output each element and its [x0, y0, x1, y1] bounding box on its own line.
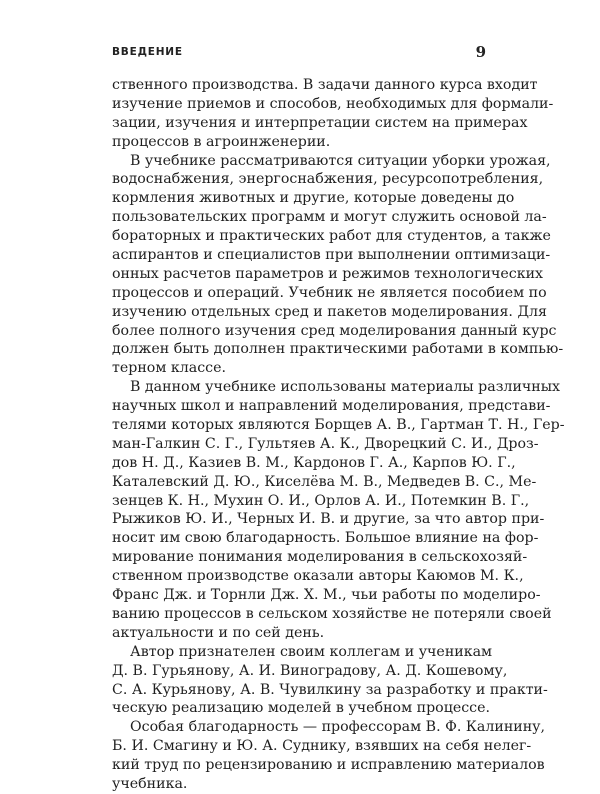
- text-line: Д. В. Гурьянову, А. И. Виноградову, А. Д. Кошевому,: [112, 662, 508, 679]
- section-title: ВВЕДЕНИЕ: [112, 46, 183, 58]
- text-line: пользовательских программ и могут служить основой ла-: [112, 209, 547, 226]
- text-line: ман-Галкин С. Г., Гультяев А. К., Дворецкий С. И., Дроз-: [112, 435, 539, 452]
- text-line: ственного производства. В задачи данного курса входит: [112, 77, 538, 93]
- text-line: Рыжиков Ю. И., Черных И. В. и другие, за что автор при-: [112, 511, 545, 528]
- text-line: зации, изучения и интерпретации систем на примерах: [112, 114, 528, 131]
- page-number: 9: [475, 43, 486, 61]
- text-line: более полного изучения сред моделирования данный курс: [112, 322, 557, 339]
- text-line: зенцев К. Н., Мухин О. И., Орлов А. И., Потемкин В. Г.,: [112, 492, 530, 509]
- text-line: онных расчетов параметров и режимов технологических: [112, 265, 544, 282]
- text-line: кий труд по рецензированию и исправлению материалов: [112, 757, 545, 774]
- text-line: процессов и операций. Учебник не является пособием по: [112, 284, 547, 301]
- text-line: кормления животных и другие, которые доведены до: [112, 190, 515, 207]
- paragraph-1: [112, 76, 554, 152]
- text-line: учебника.: [112, 775, 188, 792]
- text-line: С. А. Курьянову, А. В. Чувилкину за разработку и практи-: [112, 681, 548, 698]
- paragraph-5: [112, 718, 546, 794]
- text-line: аспирантов и специалистов при выполнении оптимизаци-: [112, 247, 551, 264]
- text-line: мирование понимания моделирования в сельскохозяй-: [112, 549, 528, 566]
- text-line: водоснабжения, энергоснабжения, ресурсопотребления,: [112, 171, 544, 188]
- running-head: [112, 43, 486, 63]
- paragraph-3: [112, 378, 565, 642]
- text-line: ванию процессов в сельском хозяйстве не потеряли своей: [112, 605, 552, 622]
- text-line: В учебнике рассматриваются ситуации уборки урожая,: [130, 152, 551, 169]
- text-line: ческую реализацию моделей в учебном процессе.: [112, 700, 491, 717]
- text-line: Франс Дж. и Торнли Дж. Х. М., чьи работы по моделиро-: [112, 587, 541, 604]
- text-line: должен быть дополнен практическими работами в компью-: [112, 341, 564, 358]
- text-line: Автор признателен своим коллегам и ученикам: [130, 643, 493, 660]
- text-line: телями которых являются Борщев А. В., Гартман Т. Н., Гер-: [112, 417, 565, 434]
- text-line: носит им свою благодарность. Большое влияние на фор-: [112, 530, 539, 547]
- paragraph-4: [112, 643, 548, 719]
- text-line: Каталевский Д. Ю., Киселёва М. В., Медведев В. С., Ме-: [112, 473, 537, 490]
- text-line: ственном производстве оказали авторы Каюмов М. К.,: [112, 568, 524, 585]
- text-line: Особая благодарность — профессорам В. Ф. Калинину,: [130, 719, 546, 736]
- text-line: терном классе.: [112, 360, 227, 377]
- text-line: актуальности и по сей день.: [112, 624, 325, 641]
- text-line: В данном учебнике использованы материалы различных: [130, 379, 561, 396]
- text-line: Б. И. Смагину и Ю. А. Суднику, взявших на себя нелег-: [112, 738, 532, 755]
- text-line: процессов в агроинженерии.: [112, 133, 331, 150]
- text-line: бораторных и практических работ для студентов, а также: [112, 228, 551, 245]
- text-line: дов Н. Д., Казиев В. М., Кардонов Г. А., Карпов Ю. Г.,: [112, 454, 516, 471]
- paragraph-2: [112, 152, 564, 379]
- body-text: [112, 76, 565, 794]
- text-line: изучению отдельных сред и пакетов моделирования. Для: [112, 303, 547, 320]
- text-line: изучение приемов и способов, необходимых для формали-: [112, 95, 554, 112]
- text-line: научных школ и направлений моделирования, представи-: [112, 398, 551, 415]
